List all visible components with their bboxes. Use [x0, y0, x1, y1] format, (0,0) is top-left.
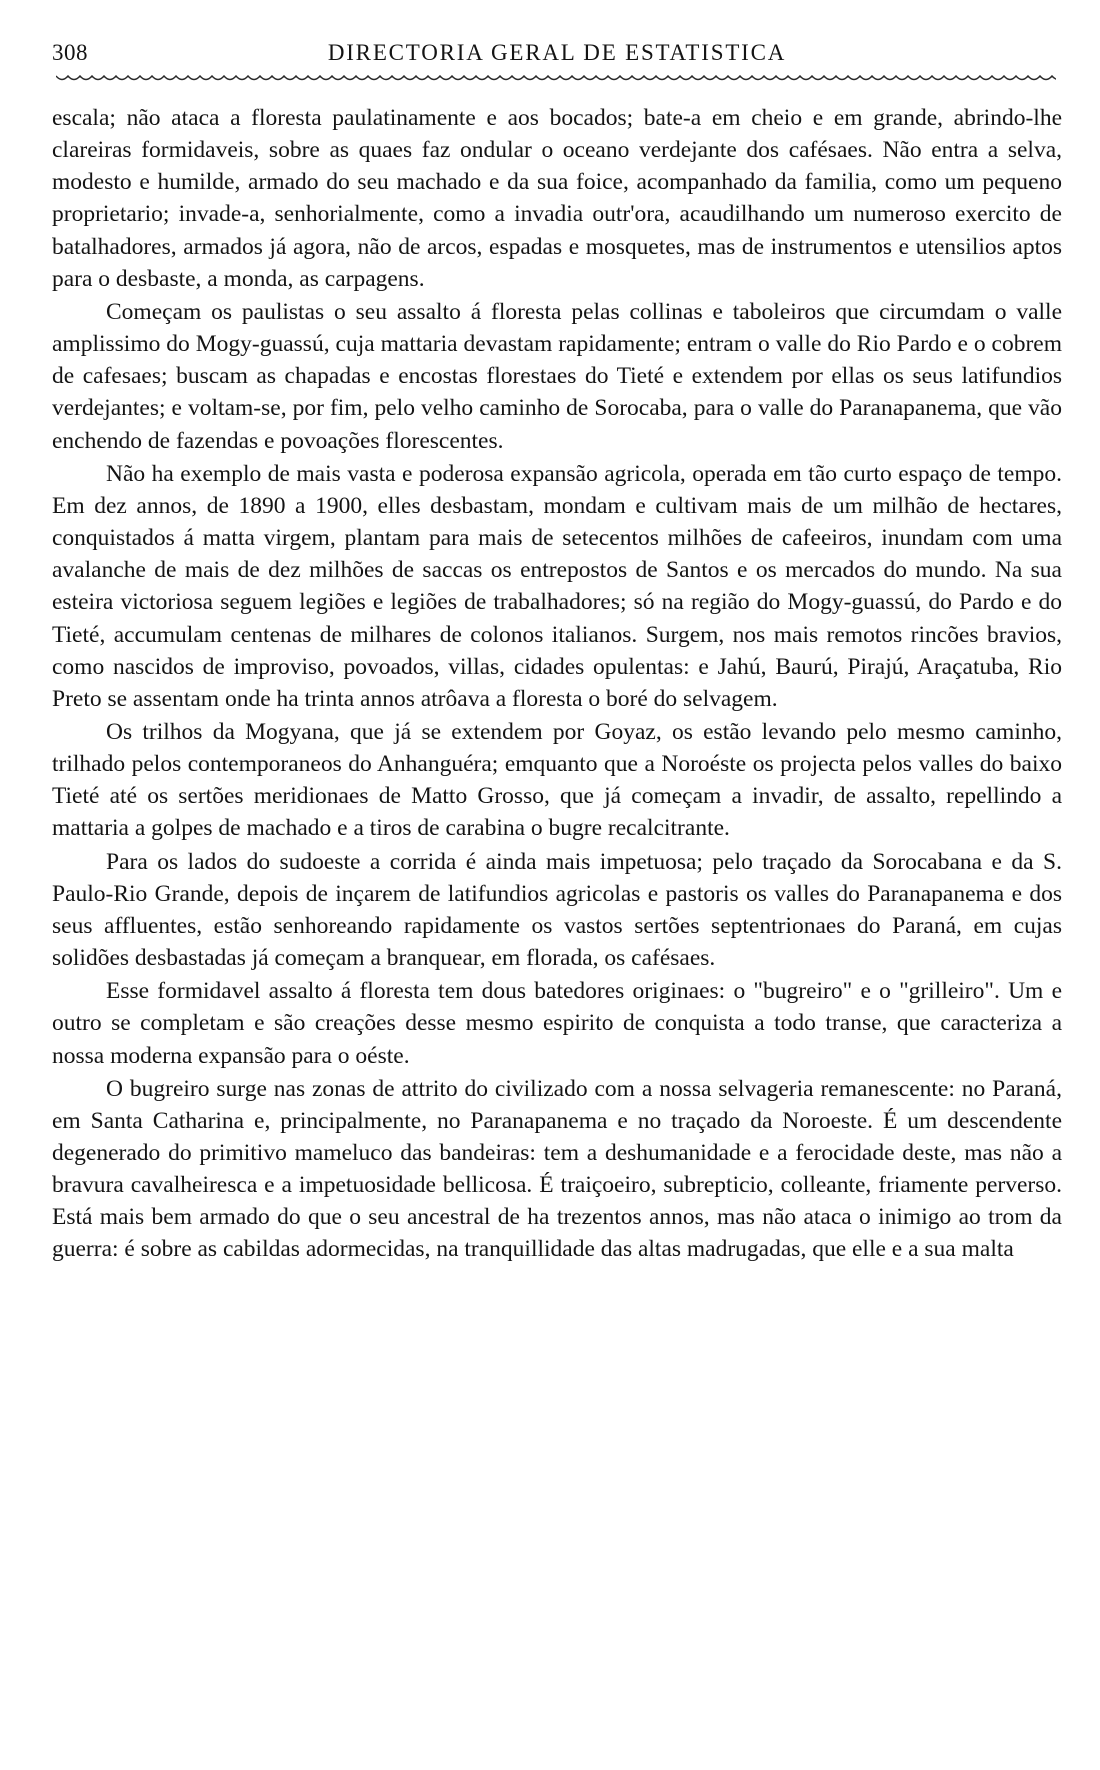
page-number: 308 [52, 40, 88, 65]
paragraph: Os trilhos da Mogyana, que já se extendem por Goyaz, os estão levando pelo mesmo caminho, trilhado pelos contemporaneos do Anhanguéra; emquanto que a Noroéste os projecta pelos valles do baixo Tieté até os sertões meridionaes de Matto Grosso, que já começam a invadir, de assalto, repellindo a mattaria a golpes de machado e a tiros de carabina o bugre recalcitrante. [52, 718, 1062, 842]
page-header [52, 34, 1062, 74]
paragraph: Esse formidavel assalto á floresta tem dous batedores originaes: o "bugreiro" e o "grilleiro". Um e outro se completam e são creações desse mesmo espirito de conquista a todo transe, que caracteriza a nossa moderna expansão para o oéste. [52, 978, 1062, 1069]
paragraph: Começam os paulistas o seu assalto á floresta pelas collinas e taboleiros que circumdam o valle amplissimo do Mogy-guassú, cuja mattaria devastam rapidamente; entram o valle do Rio Pardo e o cobrem de cafesaes; buscam as chapadas e encostas florestaes do Tieté e extendem por ellas os seus latifundios verdejantes; e voltam-se, por fim, pelo velho caminho de Sorocaba, para o valle do Paranapanema, que vão enchendo de fazendas e povoações florescentes. [52, 298, 1062, 454]
wavy-rule-ornament [56, 72, 1056, 86]
paragraph: O bugreiro surge nas zonas de attrito do civilizado com a nossa selvageria remanescente: no Paraná, em Santa Catharina e, principalmente, no Paranapanema e no traçado da Noroeste. É um descendente degenerado do primitivo mameluco das bandeiras: tem a deshumanidade e a ferocidade deste, mas não a bravura cavalheiresca e a impetuosidade bellicosa. É traiçoeiro, subrepticio, colleante, friamente perverso. Está mais bem armado do que o seu ancestral de ha trezentos annos, mas não ataca o inimigo ao trom da guerra: é sobre as cabildas adormecidas, na tranquillidade das altas madrugadas, que elle e a sua malta [52, 1075, 1062, 1263]
body-text [52, 102, 1062, 1267]
paragraph: Não ha exemplo de mais vasta e poderosa expansão agricola, operada em tão curto espaço de tempo. Em dez annos, de 1890 a 1900, elles desbastam, mondam e cultivam mais de um milhão de hectares, conquistados á matta virgem, plantam para mais de setecentos milhões de cafeeiros, inundam com uma avalanche de mais de dez milhões de saccas os entrepostos de Santos e os mercados do mundo. Na sua esteira victoriosa seguem legiões e legiões de trabalhadores; só na região do Mogy-guassú, do Pardo e do Tieté, accumulam centenas de milhares de colonos italianos. Surgem, nos mais remotos rincões bravios, como nascidos de improviso, povoados, villas, cidades opulentas: e Jahú, Baurú, Pirajú, Araçatuba, Rio Preto se assentam onde ha trinta annos atrôava a floresta o boré do selvagem. [52, 460, 1062, 712]
running-title: DIRECTORIA GERAL DE ESTATISTICA [327, 40, 787, 65]
paragraph-continued: escala; não ataca a floresta paulatinamente e aos bocados; bate-a em cheio e em grande, abrindo-lhe clareiras formidaveis, sobre as quaes faz ondular o oceano verdejante dos cafésaes. Não entra a selva, modesto e humilde, armado do seu machado e da sua foice, acompanhado da familia, como um pequeno proprietario; invade-a, senhorialmente, como a invadia outr'ora, acaudilhando um numeroso exercito de batalhadores, armados já agora, não de arcos, espadas e mosquetes, mas de instrumentos e utensilios aptos para o desbaste, a monda, as carpagens. [52, 105, 1062, 292]
paragraph: Para os lados do sudoeste a corrida é ainda mais impetuosa; pelo traçado da Sorocabana e da S. Paulo-Rio Grande, depois de inçarem de latifundios agricolas e pastoris os valles do Paranapanema e dos seus affluentes, estão senhoreando rapidamente os vastos sertões septentrionaes do Paraná, em cujas solidões desbastadas já começam a branquear, em florada, os cafésaes. [52, 848, 1062, 972]
